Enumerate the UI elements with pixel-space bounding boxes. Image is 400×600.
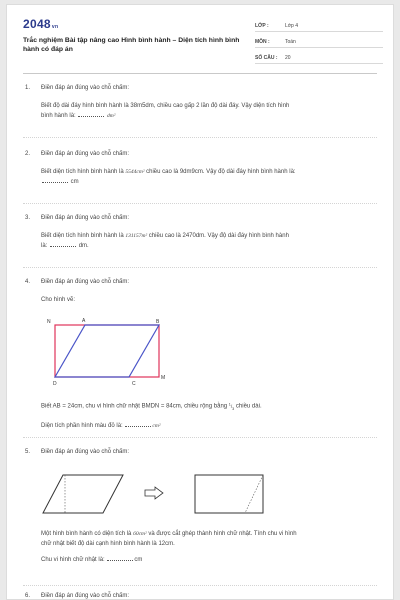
question-text: Biết độ dài đáy hình bình hành là 38m5dm, chiều cao gấp 2 lần độ dài đáy. Vậy diện tích hình bình hành là: dm²	[41, 103, 290, 119]
parallelogram-abcd	[55, 325, 159, 377]
meta-row-class	[255, 19, 383, 32]
answer-blank[interactable]	[50, 241, 76, 247]
question-prompt: 6. Điền đáp án đúng vào chỗ chấm:	[25, 593, 130, 599]
label-n: N	[47, 319, 51, 325]
meta-value: 20	[285, 55, 291, 61]
document-page	[6, 4, 394, 600]
document-title: Trắc nghiệm Bài tập nâng cao Hình bình hành – Diện tích hình bình hành có đáp án	[23, 37, 240, 53]
meta-label: LỚP :	[255, 23, 269, 29]
arrow-icon	[145, 487, 163, 499]
geometry-figure	[45, 315, 175, 400]
answer-blank[interactable]	[107, 555, 133, 561]
question-divider	[23, 203, 377, 204]
question-prompt: 4. Điền đáp án đúng vào chỗ chấm:	[25, 279, 130, 285]
meta-row-count	[255, 51, 383, 64]
meta-panel	[255, 19, 383, 67]
question-4-text	[25, 399, 375, 431]
question-5-text	[25, 529, 375, 565]
question-subtext: Cho hình vẽ:	[41, 297, 76, 303]
question-text: Một hình bình hành có diện tích là 60cm² và được cắt ghép thành hình chữ nhật. Tính chu vi hình chữ nhật biết độ dài cạnh hình bình hành là 12cm. Chu vi hình chữ nhật là: cm	[41, 531, 297, 563]
answer-blank[interactable]	[42, 177, 68, 183]
question-divider	[23, 137, 377, 138]
question-3	[25, 215, 375, 251]
meta-row-subject	[255, 35, 383, 48]
label-m: M	[161, 375, 166, 381]
question-text: Biết diện tích hình bình hành là 131157m² chiều cao là 2470dm. Vậy độ dài đáy hình bình hành là: dm.	[41, 233, 289, 249]
meta-label: MÔN :	[255, 39, 270, 45]
answer-blank[interactable]	[125, 421, 151, 427]
cut-and-rearrange-figure	[41, 471, 281, 524]
question-4	[25, 279, 375, 305]
header-divider	[23, 73, 377, 74]
parallelogram-shape	[43, 475, 123, 513]
label-b: B	[156, 319, 160, 325]
question-1	[25, 85, 375, 121]
meta-value: Toán	[285, 39, 296, 45]
question-5	[25, 449, 375, 455]
document-header	[7, 5, 393, 67]
meta-value: Lớp 4	[285, 23, 299, 29]
question-divider	[23, 437, 377, 438]
label-d: D	[53, 381, 57, 387]
question-2	[25, 151, 375, 187]
question-prompt: 5. Điền đáp án đúng vào chỗ chấm:	[25, 449, 130, 455]
meta-label: SỐ CÂU :	[255, 55, 278, 61]
question-divider	[23, 585, 377, 586]
answer-blank[interactable]	[78, 111, 104, 117]
question-divider	[23, 267, 377, 268]
question-prompt: 2. Điền đáp án đúng vào chỗ chấm:	[25, 151, 130, 157]
rectangle-shape	[195, 475, 263, 513]
label-c: C	[132, 381, 136, 387]
site-logo[interactable]: 2048vn	[23, 17, 59, 31]
question-text: Biết AB = 24cm, chu vi hình chữ nhật BMDN = 84cm, chiều rộng bằng $^1/_3$ chiều dài. Diện tích phần hình màu đỏ là: cm²	[41, 402, 262, 430]
question-prompt: 1. Điền đáp án đúng vào chỗ chấm:	[25, 85, 130, 91]
question-text: Biết diện tích hình bình hành là 5544cm² chiều cao là 9dm9cm. Vậy độ dài đáy hình bình hành là: cm	[41, 169, 296, 185]
question-6	[25, 593, 375, 599]
question-prompt: 3. Điền đáp án đúng vào chỗ chấm:	[25, 215, 130, 221]
label-a: A	[82, 318, 86, 324]
cut-dashed-line	[245, 475, 263, 513]
